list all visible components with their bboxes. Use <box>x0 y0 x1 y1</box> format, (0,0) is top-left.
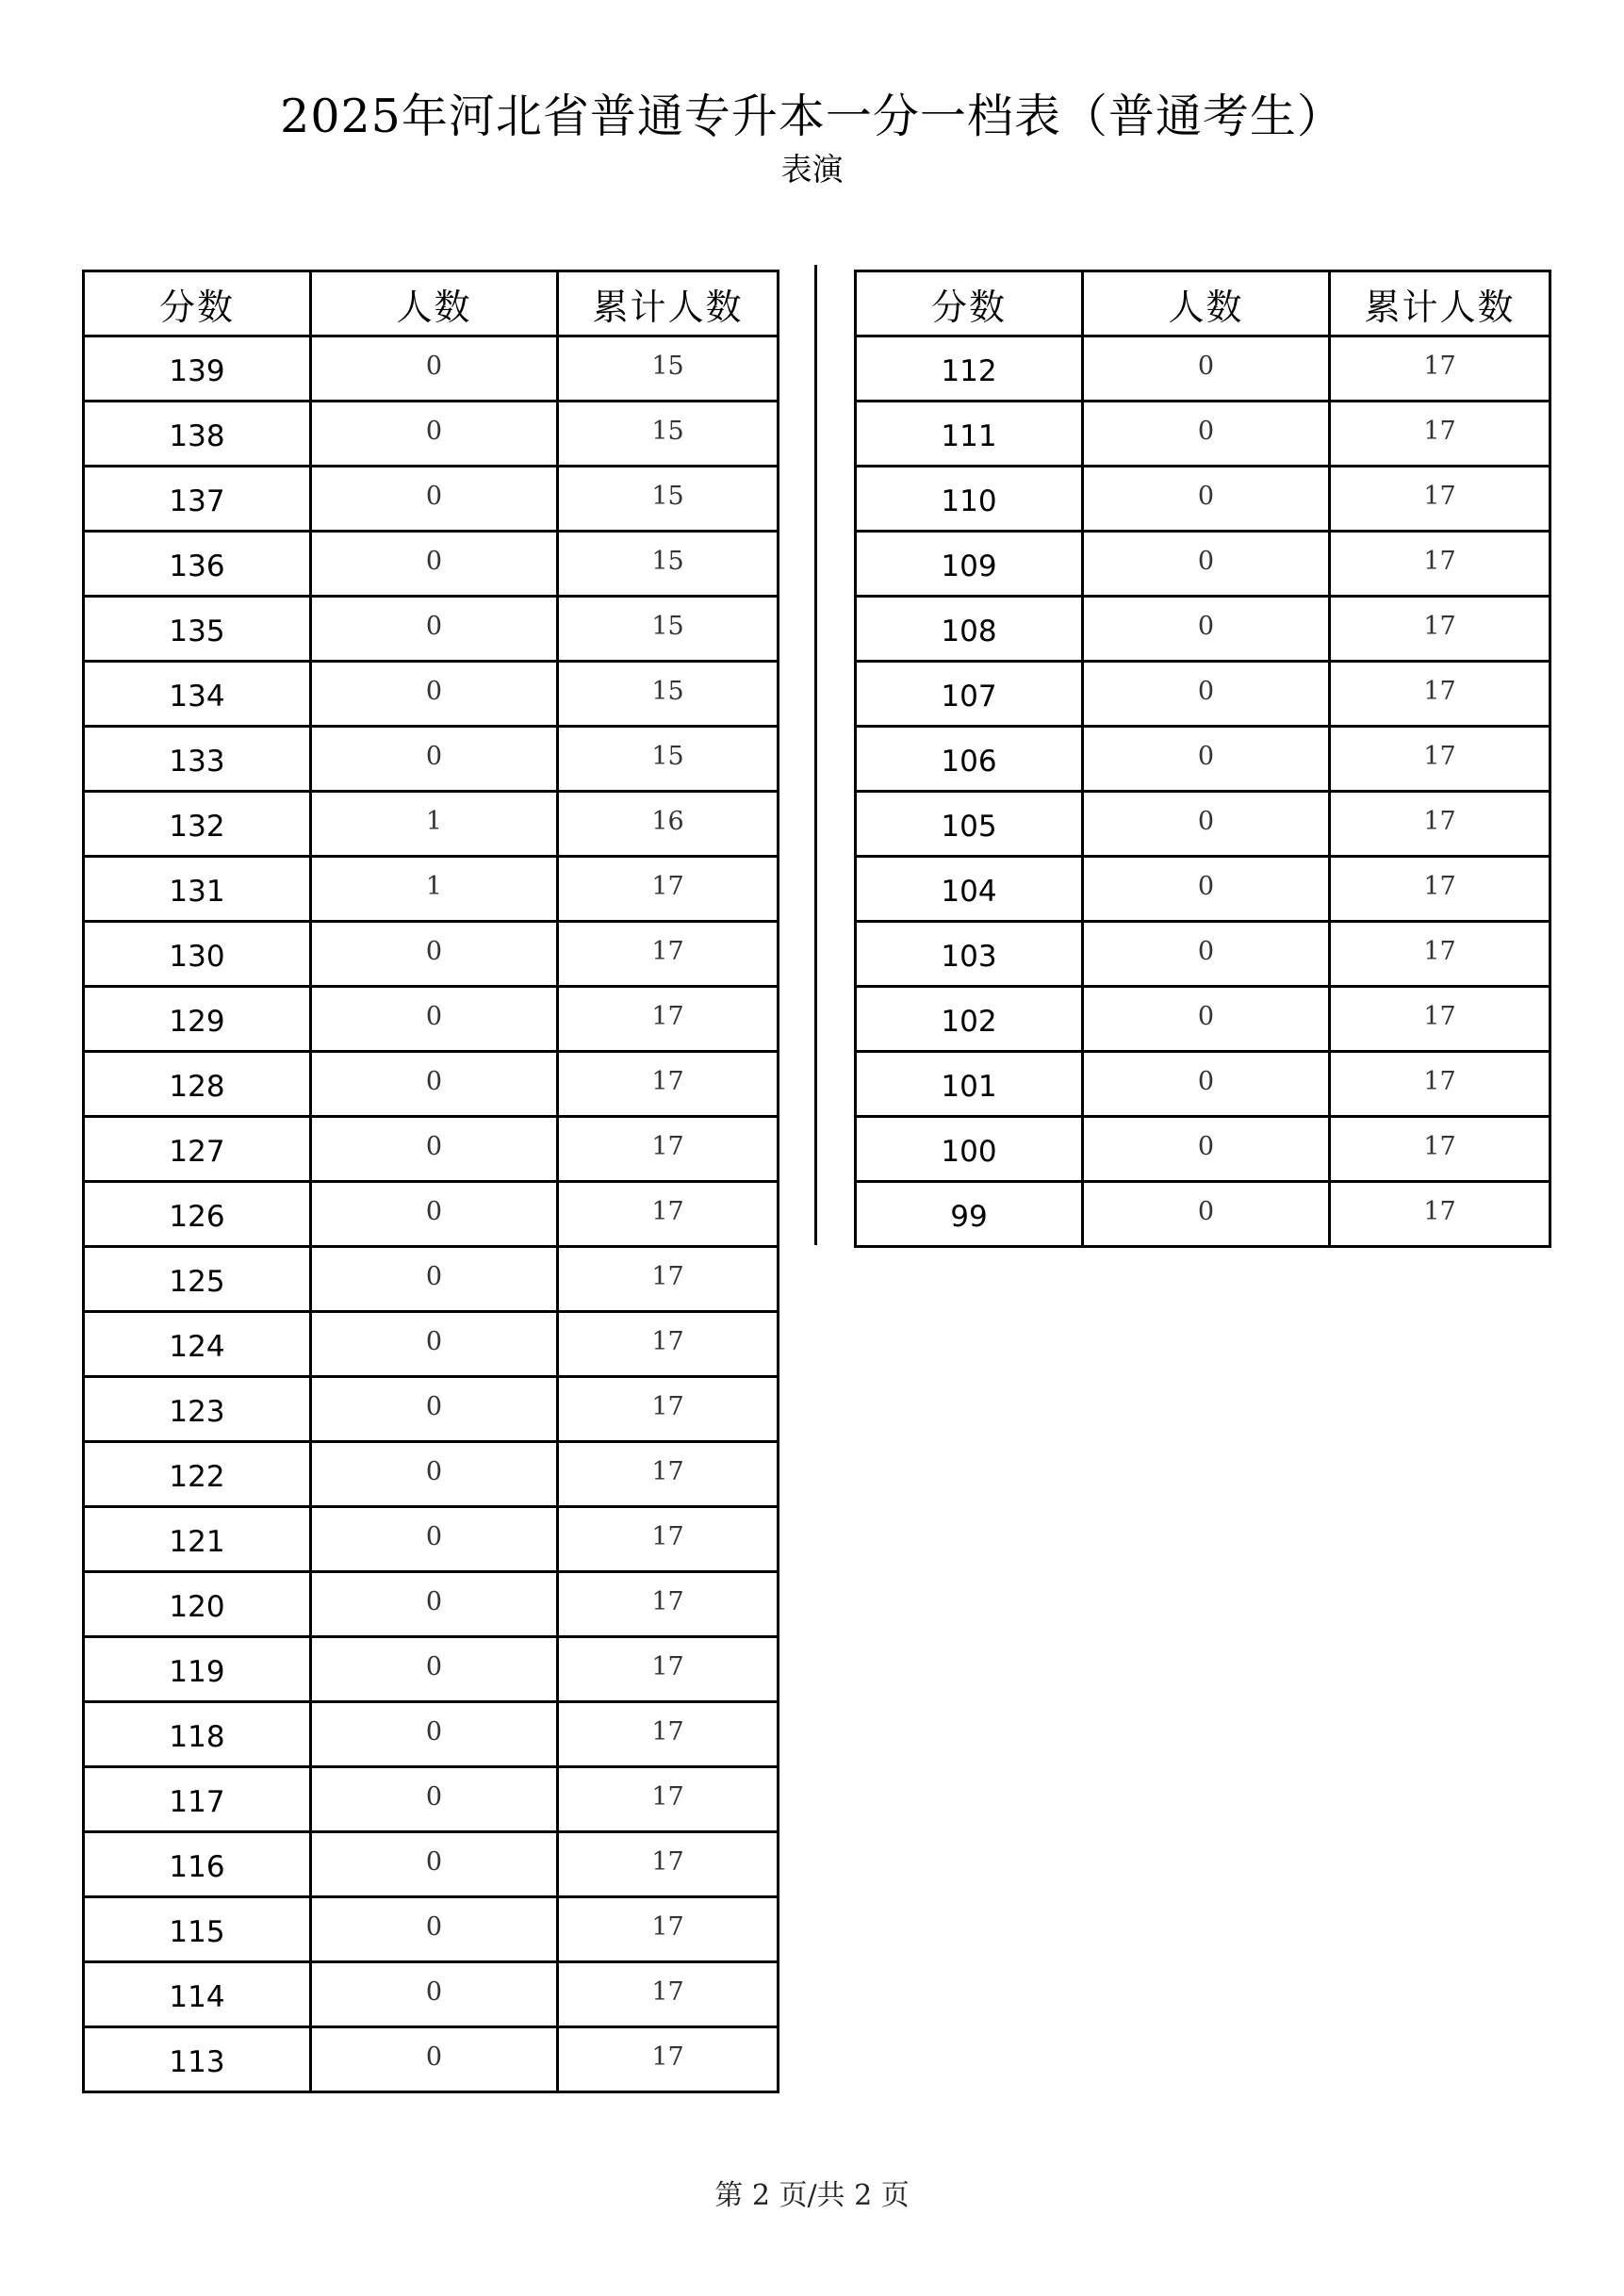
table-row <box>856 857 1550 922</box>
cumulative-cell: 17 <box>558 1442 779 1507</box>
cumulative-cell: 17 <box>1330 727 1550 792</box>
score-cell: 110 <box>856 467 1083 532</box>
header-count: 人数 <box>1083 271 1330 336</box>
score-cell: 124 <box>84 1312 311 1377</box>
count-cell: 0 <box>311 1507 558 1572</box>
table-row <box>84 336 779 402</box>
score-cell: 115 <box>84 1897 311 1962</box>
table-row <box>84 1767 779 1832</box>
count-cell: 0 <box>1083 467 1330 532</box>
table-row <box>84 857 779 922</box>
count-cell: 0 <box>1083 1052 1330 1117</box>
table-row <box>856 336 1550 402</box>
table-row <box>856 987 1550 1052</box>
count-cell: 0 <box>311 402 558 467</box>
header-cumulative: 累计人数 <box>558 271 779 336</box>
score-cell: 139 <box>84 336 311 402</box>
score-cell: 100 <box>856 1117 1083 1182</box>
count-cell: 0 <box>1083 662 1330 727</box>
cumulative-cell: 17 <box>1330 597 1550 662</box>
count-cell: 0 <box>311 727 558 792</box>
score-cell: 138 <box>84 402 311 467</box>
cumulative-cell: 17 <box>1330 467 1550 532</box>
score-cell: 114 <box>84 1962 311 2027</box>
score-cell: 109 <box>856 532 1083 597</box>
count-cell: 0 <box>1083 532 1330 597</box>
count-cell: 1 <box>311 857 558 922</box>
score-cell: 106 <box>856 727 1083 792</box>
count-cell: 0 <box>311 922 558 987</box>
count-cell: 0 <box>1083 857 1330 922</box>
score-cell: 127 <box>84 1117 311 1182</box>
cumulative-cell: 15 <box>558 402 779 467</box>
count-cell: 0 <box>311 1182 558 1247</box>
count-cell: 0 <box>311 1637 558 1702</box>
table-row <box>856 1117 1550 1182</box>
cumulative-cell: 15 <box>558 597 779 662</box>
score-cell: 135 <box>84 597 311 662</box>
table-row <box>84 1897 779 1962</box>
table-row <box>84 467 779 532</box>
score-rows-left <box>84 336 779 2092</box>
count-cell: 0 <box>311 1572 558 1637</box>
table-row <box>84 1052 779 1117</box>
score-cell: 121 <box>84 1507 311 1572</box>
score-table-left <box>82 270 779 2093</box>
page-title: 2025年河北省普通专升本一分一档表（普通考生） <box>280 90 1344 143</box>
count-cell: 0 <box>1083 922 1330 987</box>
cumulative-cell: 17 <box>1330 402 1550 467</box>
table-row <box>84 402 779 467</box>
cumulative-cell: 17 <box>1330 1052 1550 1117</box>
table-row <box>84 2027 779 2092</box>
table-row <box>84 1182 779 1247</box>
table-row <box>84 597 779 662</box>
score-cell: 102 <box>856 987 1083 1052</box>
score-cell: 125 <box>84 1247 311 1312</box>
header-count: 人数 <box>311 271 558 336</box>
score-cell: 126 <box>84 1182 311 1247</box>
cumulative-cell: 15 <box>558 532 779 597</box>
cumulative-cell: 17 <box>558 1117 779 1182</box>
count-cell: 0 <box>311 1702 558 1767</box>
count-cell: 0 <box>311 1897 558 1962</box>
column-divider <box>814 265 817 1245</box>
table-row <box>84 1442 779 1507</box>
count-cell: 0 <box>311 1312 558 1377</box>
cumulative-cell: 15 <box>558 662 779 727</box>
cumulative-cell: 17 <box>558 2027 779 2092</box>
score-cell: 104 <box>856 857 1083 922</box>
table-row <box>856 662 1550 727</box>
score-cell: 113 <box>84 2027 311 2092</box>
count-cell: 0 <box>1083 987 1330 1052</box>
table-row <box>84 1377 779 1442</box>
count-cell: 0 <box>1083 597 1330 662</box>
count-cell: 0 <box>311 662 558 727</box>
cumulative-cell: 17 <box>558 1247 779 1312</box>
count-cell: 0 <box>311 1767 558 1832</box>
cumulative-cell: 17 <box>1330 857 1550 922</box>
score-rows-right <box>856 336 1550 1247</box>
cumulative-cell: 17 <box>1330 987 1550 1052</box>
header-score: 分数 <box>84 271 311 336</box>
table-row <box>84 1637 779 1702</box>
header-cumulative: 累计人数 <box>1330 271 1550 336</box>
count-cell: 1 <box>311 792 558 857</box>
table-row <box>856 1182 1550 1247</box>
cumulative-cell: 17 <box>558 1377 779 1442</box>
table-header-row <box>84 271 779 336</box>
score-cell: 105 <box>856 792 1083 857</box>
count-cell: 0 <box>311 1377 558 1442</box>
score-table-right <box>854 270 1551 1248</box>
score-cell: 133 <box>84 727 311 792</box>
cumulative-cell: 16 <box>558 792 779 857</box>
table-row <box>856 467 1550 532</box>
header-score: 分数 <box>856 271 1083 336</box>
cumulative-cell: 17 <box>1330 792 1550 857</box>
table-row <box>84 1312 779 1377</box>
table-row <box>856 727 1550 792</box>
table-row <box>856 597 1550 662</box>
table-row <box>84 1117 779 1182</box>
cumulative-cell: 17 <box>558 1637 779 1702</box>
score-cell: 99 <box>856 1182 1083 1247</box>
score-cell: 128 <box>84 1052 311 1117</box>
score-cell: 130 <box>84 922 311 987</box>
count-cell: 0 <box>1083 792 1330 857</box>
table-row <box>84 1702 779 1767</box>
count-cell: 0 <box>311 532 558 597</box>
cumulative-cell: 17 <box>1330 662 1550 727</box>
score-cell: 129 <box>84 987 311 1052</box>
cumulative-cell: 17 <box>558 1572 779 1637</box>
cumulative-cell: 17 <box>558 1052 779 1117</box>
table-row <box>84 1832 779 1897</box>
cumulative-cell: 15 <box>558 467 779 532</box>
table-row <box>84 532 779 597</box>
cumulative-cell: 17 <box>558 987 779 1052</box>
table-row <box>84 1962 779 2027</box>
count-cell: 0 <box>311 1117 558 1182</box>
table-row <box>84 662 779 727</box>
count-cell: 0 <box>311 1052 558 1117</box>
score-cell: 118 <box>84 1702 311 1767</box>
score-cell: 122 <box>84 1442 311 1507</box>
cumulative-cell: 17 <box>558 1832 779 1897</box>
count-cell: 0 <box>1083 1117 1330 1182</box>
score-cell: 119 <box>84 1637 311 1702</box>
cumulative-cell: 17 <box>558 1702 779 1767</box>
cumulative-cell: 17 <box>558 1767 779 1832</box>
score-cell: 136 <box>84 532 311 597</box>
count-cell: 0 <box>311 336 558 402</box>
cumulative-cell: 17 <box>558 1507 779 1572</box>
score-cell: 107 <box>856 662 1083 727</box>
table-header-row <box>856 271 1550 336</box>
score-cell: 131 <box>84 857 311 922</box>
count-cell: 0 <box>311 1442 558 1507</box>
score-cell: 117 <box>84 1767 311 1832</box>
cumulative-cell: 17 <box>1330 336 1550 402</box>
cumulative-cell: 15 <box>558 727 779 792</box>
table-row <box>856 402 1550 467</box>
count-cell: 0 <box>311 1832 558 1897</box>
score-cell: 120 <box>84 1572 311 1637</box>
count-cell: 0 <box>311 2027 558 2092</box>
table-row <box>856 922 1550 987</box>
count-cell: 0 <box>311 1962 558 2027</box>
table-row <box>84 987 779 1052</box>
count-cell: 0 <box>311 987 558 1052</box>
count-cell: 0 <box>311 597 558 662</box>
table-row <box>856 1052 1550 1117</box>
table-row <box>84 1507 779 1572</box>
count-cell: 0 <box>1083 727 1330 792</box>
table-row <box>84 727 779 792</box>
cumulative-cell: 17 <box>558 922 779 987</box>
count-cell: 0 <box>1083 336 1330 402</box>
table-row <box>84 792 779 857</box>
cumulative-cell: 17 <box>558 1962 779 2027</box>
score-cell: 103 <box>856 922 1083 987</box>
page-footer: 第 2 页/共 2 页 <box>714 2179 910 2212</box>
score-cell: 132 <box>84 792 311 857</box>
score-cell: 108 <box>856 597 1083 662</box>
score-cell: 116 <box>84 1832 311 1897</box>
cumulative-cell: 17 <box>1330 922 1550 987</box>
count-cell: 0 <box>1083 1182 1330 1247</box>
cumulative-cell: 17 <box>1330 1117 1550 1182</box>
score-cell: 123 <box>84 1377 311 1442</box>
cumulative-cell: 17 <box>558 1897 779 1962</box>
cumulative-cell: 17 <box>558 857 779 922</box>
table-row <box>84 1247 779 1312</box>
score-cell: 112 <box>856 336 1083 402</box>
cumulative-cell: 15 <box>558 336 779 402</box>
table-row <box>84 1572 779 1637</box>
table-row <box>84 922 779 987</box>
count-cell: 0 <box>1083 402 1330 467</box>
score-cell: 134 <box>84 662 311 727</box>
cumulative-cell: 17 <box>558 1182 779 1247</box>
score-cell: 111 <box>856 402 1083 467</box>
table-row <box>856 792 1550 857</box>
score-cell: 137 <box>84 467 311 532</box>
score-cell: 101 <box>856 1052 1083 1117</box>
table-row <box>856 532 1550 597</box>
cumulative-cell: 17 <box>1330 532 1550 597</box>
count-cell: 0 <box>311 467 558 532</box>
cumulative-cell: 17 <box>1330 1182 1550 1247</box>
count-cell: 0 <box>311 1247 558 1312</box>
cumulative-cell: 17 <box>558 1312 779 1377</box>
major-subtitle: 表演 <box>780 151 844 188</box>
